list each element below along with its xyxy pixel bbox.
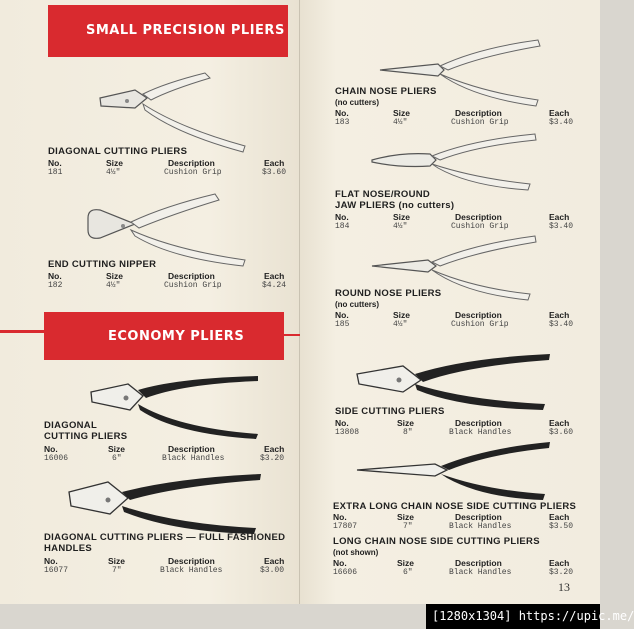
spec-row [333, 558, 580, 580]
col-no-label: No. [333, 558, 347, 568]
col-description-label: Description [168, 271, 215, 281]
col-each-label: Each [549, 108, 570, 118]
spec-row [44, 556, 294, 578]
item-size: 7" [112, 566, 122, 575]
red-divider-left [0, 330, 44, 333]
pliers-cushion-grip-icon [370, 130, 540, 192]
pliers-cushion-grip-icon [95, 68, 255, 158]
col-description-label: Description [455, 418, 502, 428]
page-number: 13 [558, 580, 570, 594]
item-description: Cushion Grip [164, 168, 222, 177]
item-no: 13808 [335, 428, 360, 437]
item-title: CHAIN NOSE PLIERS [335, 86, 437, 97]
col-size-label: Size [393, 108, 411, 118]
item-title: DIAGONAL [44, 420, 98, 431]
col-size-label: Size [393, 310, 411, 320]
spec-row [44, 444, 294, 466]
item-size: 8" [403, 428, 413, 437]
spec-row [335, 108, 580, 130]
col-no-label: No. [335, 310, 349, 320]
item-price: $3.40 [549, 320, 574, 329]
item-subtitle: CUTTING PLIERS [44, 431, 128, 442]
col-no-label: No. [48, 158, 62, 168]
item-size: 4½" [393, 222, 408, 231]
spec-row [48, 158, 293, 180]
item-price: $3.60 [549, 428, 574, 437]
col-each-label: Each [549, 512, 570, 522]
item-size: 6" [403, 568, 413, 577]
col-each-label: Each [549, 418, 570, 428]
item-size: 7" [403, 522, 413, 531]
item-title: DIAGONAL CUTTING PLIERS [48, 146, 188, 157]
spec-row [335, 418, 580, 440]
item-no: 185 [335, 320, 350, 329]
col-no-label: No. [48, 271, 62, 281]
item-no: 16077 [44, 566, 69, 575]
col-size-label: Size [106, 271, 124, 281]
left-page [0, 0, 300, 604]
col-description-label: Description [168, 444, 215, 454]
col-description-label: Description [455, 558, 502, 568]
pliers-black-handle-icon [355, 440, 555, 500]
item-title: SIDE CUTTING PLIERS [335, 406, 445, 417]
item-subtitle: (not shown) [333, 548, 379, 557]
col-size-label: Size [397, 558, 415, 568]
col-each-label: Each [264, 158, 285, 168]
item-title: DIAGONAL CUTTING PLIERS — FULL FASHIONED [44, 532, 286, 543]
item-no: 182 [48, 281, 63, 290]
col-no-label: No. [335, 418, 349, 428]
item-size: 4½" [393, 320, 408, 329]
item-price: $3.00 [260, 566, 285, 575]
right-page [300, 0, 600, 604]
col-description-label: Description [455, 212, 502, 222]
item-title: FLAT NOSE/ROUND [335, 189, 431, 200]
col-no-label: No. [335, 212, 349, 222]
col-description-label: Description [168, 158, 215, 168]
col-no-label: No. [335, 108, 349, 118]
item-title: EXTRA LONG CHAIN NOSE SIDE CUTTING PLIERS [333, 501, 577, 512]
col-no-label: No. [44, 556, 58, 566]
item-description: Black Handles [449, 568, 512, 577]
item-title: ROUND NOSE PLIERS [335, 288, 442, 299]
item-size: 4½" [106, 281, 121, 290]
col-description-label: Description [455, 310, 502, 320]
col-description-label: Description [455, 512, 502, 522]
col-size-label: Size [397, 512, 415, 522]
item-description: Black Handles [160, 566, 223, 575]
col-size-label: Size [108, 444, 126, 454]
col-each-label: Each [549, 558, 570, 568]
col-size-label: Size [106, 158, 124, 168]
item-price: $3.20 [260, 454, 285, 463]
spec-row [335, 212, 580, 234]
item-subtitle: (no cutters) [335, 98, 379, 107]
col-each-label: Each [264, 444, 285, 454]
col-description-label: Description [455, 108, 502, 118]
col-size-label: Size [393, 212, 411, 222]
col-description-label: Description [168, 556, 215, 566]
col-size-label: Size [108, 556, 126, 566]
col-each-label: Each [264, 556, 285, 566]
pliers-black-handle-icon [66, 470, 266, 538]
banner-small-precision [48, 5, 288, 57]
spec-row [48, 271, 293, 293]
pliers-cushion-grip-icon [85, 188, 255, 268]
spec-row [335, 310, 580, 332]
item-no: 16606 [333, 568, 358, 577]
item-description: Black Handles [449, 428, 512, 437]
col-each-label: Each [264, 271, 285, 281]
item-price: $3.20 [549, 568, 574, 577]
col-each-label: Each [549, 310, 570, 320]
banner-small-precision-text: SMALL PRECISION PLIERS [86, 23, 285, 38]
watermark-text: [1280x1304] https://upic.me/ [432, 609, 634, 623]
item-title: LONG CHAIN NOSE SIDE CUTTING PLIERS [333, 536, 540, 547]
item-description: Black Handles [449, 522, 512, 531]
item-price: $3.60 [262, 168, 287, 177]
item-size: 6" [112, 454, 122, 463]
item-size: 4½" [106, 168, 121, 177]
col-no-label: No. [44, 444, 58, 454]
item-no: 16006 [44, 454, 69, 463]
spec-row [333, 512, 580, 534]
item-size: 4½" [393, 118, 408, 127]
item-no: 184 [335, 222, 350, 231]
banner-economy-text: ECONOMY PLIERS [108, 329, 245, 344]
item-price: $3.50 [549, 522, 574, 531]
col-no-label: No. [333, 512, 347, 522]
item-description: Black Handles [162, 454, 225, 463]
item-subtitle: JAW PLIERS (no cutters) [335, 200, 455, 211]
item-subtitle: (no cutters) [335, 300, 379, 309]
item-no: 183 [335, 118, 350, 127]
col-size-label: Size [397, 418, 415, 428]
item-description: Cushion Grip [451, 118, 509, 127]
pliers-black-handle-icon [355, 352, 555, 410]
col-each-label: Each [549, 212, 570, 222]
watermark-bar [426, 604, 634, 629]
item-price: $3.40 [549, 118, 574, 127]
banner-economy [44, 312, 284, 360]
item-description: Cushion Grip [451, 320, 509, 329]
item-no: 17807 [333, 522, 358, 531]
item-description: Cushion Grip [164, 281, 222, 290]
item-title: END CUTTING NIPPER [48, 259, 157, 270]
item-price: $4.24 [262, 281, 287, 290]
item-no: 181 [48, 168, 63, 177]
item-description: Cushion Grip [451, 222, 509, 231]
item-price: $3.40 [549, 222, 574, 231]
pliers-black-handle-icon [88, 372, 268, 440]
item-subtitle: HANDLES [44, 543, 93, 554]
